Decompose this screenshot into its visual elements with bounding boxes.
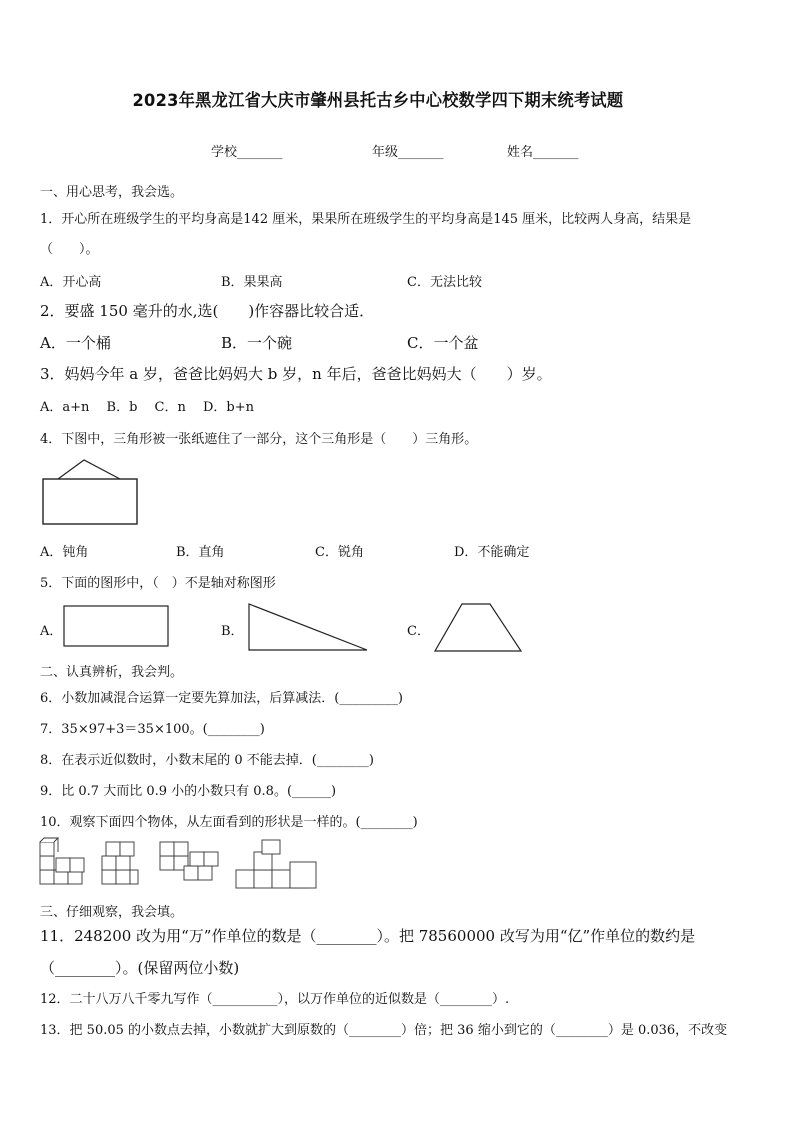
- question-7: 7．35×97+3＝35×100。(________): [40, 722, 265, 737]
- name-field: 姓名_______: [507, 145, 579, 160]
- question-2-option-a: A．一个桶: [40, 334, 111, 352]
- question-5-stem: 5．下面的图形中，（ ）不是轴对称图形: [40, 576, 276, 591]
- question-4-option-d: D．不能确定: [454, 545, 530, 560]
- question-1-paren: （ ）。: [40, 242, 99, 257]
- trapezoid-figure: [433, 602, 523, 652]
- cube-objects-figure: [38, 836, 328, 894]
- question-4-option-c: C．锐角: [315, 545, 364, 560]
- question-11-line-1: 11．248200 改为用“万”作单位的数是（________）。把 78560000 改写为用“亿”作单位的数约是: [40, 927, 696, 945]
- question-2-option-c: C．一个盆: [407, 334, 479, 352]
- question-4-option-a: A．钝角: [40, 545, 89, 560]
- section-1-heading: 一、用心思考，我会选。: [40, 185, 184, 200]
- question-11-line-2: （________）。(保留两位小数): [40, 959, 240, 977]
- section-2-heading: 二、认真辨析，我会判。: [40, 665, 184, 680]
- question-5-option-b: B．: [221, 624, 244, 639]
- question-1-stem: 1．开心所在班级学生的平均身高是142 厘米，果果所在班级学生的平均身高是145 厘米，比较两人身高，结果是: [40, 212, 692, 227]
- question-9: 9．比 0.7 大而比 0.9 小的小数只有 0.8。(______): [40, 784, 337, 799]
- question-1-option-b: B．果果高: [221, 275, 283, 290]
- question-3-options: A．a+n B．b C．n D．b+n: [40, 400, 255, 415]
- question-2-stem: 2．要盛 150 毫升的水,选( )作容器比较合适．: [40, 302, 375, 320]
- right-triangle-figure: [247, 603, 369, 651]
- rectangle-figure: [63, 605, 169, 647]
- question-6: 6．小数加减混合运算一定要先算加法，后算减法．(_________): [40, 691, 403, 706]
- grade-field: 年级_______: [372, 145, 444, 160]
- question-5-option-a: A．: [40, 624, 63, 639]
- question-4-stem: 4．下图中，三角形被一张纸遮住了一部分，这个三角形是（ ）三角形。: [40, 432, 478, 447]
- question-1-option-c: C．无法比较: [407, 275, 482, 290]
- question-13: 13．把 50.05 的小数点去掉，小数就扩大到原数的（________）倍；把 36 缩小到它的（________）是 0.036，不改变: [40, 1023, 728, 1038]
- page-title: 2023年黑龙江省大庆市肇州县托古乡中心校数学四下期末统考试题: [132, 91, 624, 111]
- question-12: 12．二十八万八千零九写作（__________），以万作单位的近似数是（________）.: [40, 992, 510, 1007]
- question-3-stem: 3．妈妈今年 a 岁，爸爸比妈妈大 b 岁，n 年后，爸爸比妈妈大（ ）岁。: [40, 365, 552, 383]
- question-8: 8．在表示近似数时，小数末尾的 0 不能去掉．(________): [40, 753, 374, 768]
- section-3-heading: 三、仔细观察，我会填。: [40, 905, 184, 920]
- school-field: 学校_______: [211, 145, 283, 160]
- covered-triangle-figure: [40, 458, 140, 528]
- question-4-option-b: B．直角: [176, 545, 225, 560]
- question-2-option-b: B．一个碗: [221, 334, 293, 352]
- question-5-option-c: C．: [407, 624, 430, 639]
- question-10: 10．观察下面四个物体，从左面看到的形状是一样的。(________): [40, 815, 418, 830]
- question-1-option-a: A．开心高: [40, 275, 102, 290]
